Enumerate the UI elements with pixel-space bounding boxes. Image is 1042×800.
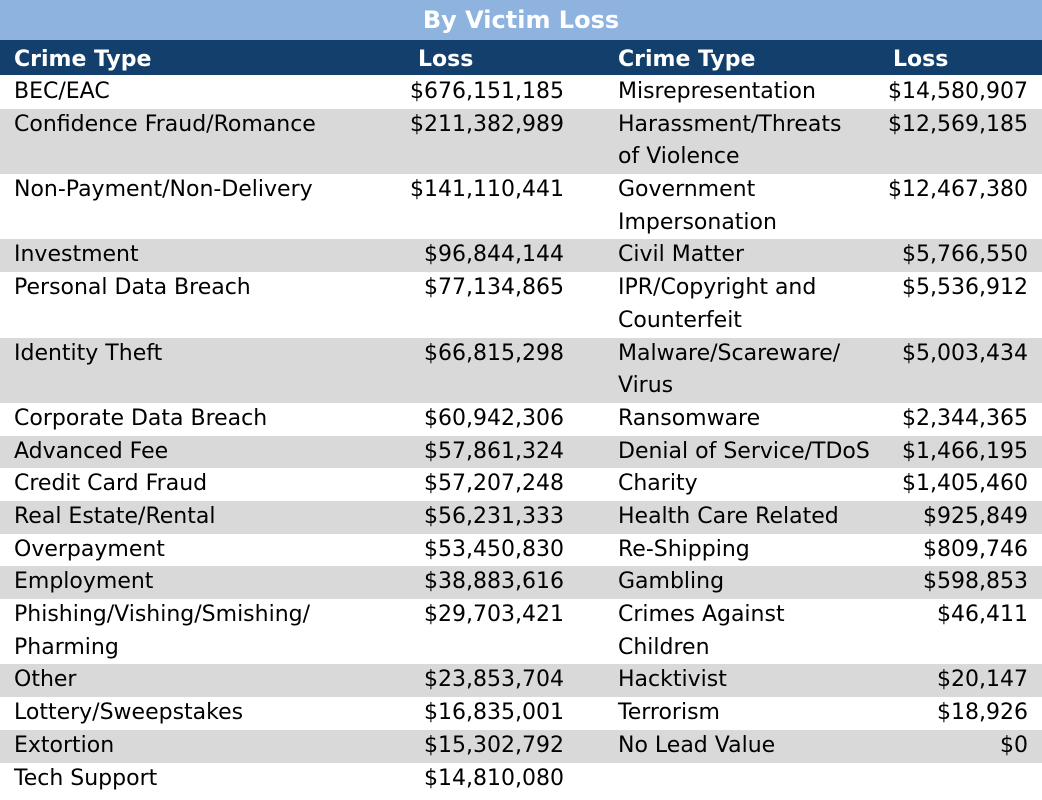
crime-type-cell: Charity: [618, 471, 698, 497]
loss-cell: $211,382,989: [410, 111, 564, 137]
crime-type-cell: Lottery/Sweepstakes: [14, 700, 244, 726]
loss-cell: $46,411: [937, 602, 1028, 628]
table-row: [0, 174, 1042, 239]
table-title: By Victim Loss: [0, 0, 1042, 40]
crime-type-cell: BEC/EAC: [14, 79, 110, 104]
loss-cell: $56,231,333: [424, 504, 564, 529]
crime-type-cell: Phishing/Vishing/Smishing/ Pharming: [14, 602, 311, 660]
crime-type-cell: Government Impersonation: [618, 177, 777, 235]
loss-cell: $5,003,434: [902, 340, 1028, 366]
table-row: [0, 599, 1042, 664]
crime-type-cell: Hacktivist: [618, 667, 727, 693]
table-row: [0, 338, 1042, 403]
loss-cell: $77,134,865: [424, 275, 564, 301]
table-row: [0, 501, 1042, 534]
table-row: [0, 697, 1042, 730]
loss-cell: $141,110,441: [410, 177, 564, 203]
loss-cell: $12,569,185: [888, 111, 1028, 137]
loss-cell: $0: [1000, 732, 1028, 758]
table-row: [0, 436, 1042, 469]
table-row: [0, 566, 1042, 599]
crime-type-cell: No Lead Value: [618, 732, 776, 758]
header-crime-type-right: Crime Type: [618, 47, 756, 72]
loss-cell: $14,810,080: [424, 765, 564, 791]
header-loss-left: Loss: [418, 47, 474, 72]
crime-type-cell: Health Care Related: [618, 504, 839, 529]
table-header-row: [0, 40, 1042, 75]
loss-cell: $2,344,365: [902, 405, 1028, 431]
crime-type-cell: Investment: [14, 242, 139, 268]
loss-cell: $60,942,306: [424, 405, 564, 431]
table-row: [0, 403, 1042, 436]
crime-type-cell: Ransomware: [618, 405, 761, 431]
table-row: [0, 730, 1042, 763]
loss-cell: $809,746: [923, 536, 1028, 562]
crime-type-cell: Corporate Data Breach: [14, 405, 268, 431]
loss-cell: $16,835,001: [424, 700, 564, 726]
crime-type-cell: Denial of Service/TDoS: [618, 438, 870, 464]
crime-type-cell: Misrepresentation: [618, 79, 816, 104]
crime-type-cell: Civil Matter: [618, 242, 745, 268]
loss-cell: $14,580,907: [888, 79, 1028, 104]
loss-cell: $96,844,144: [424, 242, 564, 268]
loss-cell: $598,853: [923, 569, 1028, 595]
table-row: [0, 534, 1042, 567]
loss-cell: $57,207,248: [424, 471, 564, 497]
loss-cell: $53,450,830: [424, 536, 564, 562]
crime-type-cell: Terrorism: [618, 700, 720, 726]
table-row: [0, 76, 1042, 109]
loss-cell: $5,536,912: [902, 275, 1028, 301]
loss-cell: $57,861,324: [424, 438, 564, 464]
crime-type-cell: Malware/Scareware/ Virus: [618, 340, 841, 399]
header-loss-right: Loss: [893, 47, 949, 72]
table-row: [0, 468, 1042, 501]
loss-cell: $1,405,460: [902, 471, 1028, 497]
crime-type-cell: Tech Support: [14, 765, 158, 791]
loss-cell: $20,147: [937, 667, 1028, 693]
loss-cell: $23,853,704: [424, 667, 564, 693]
crime-type-cell: Employment: [14, 569, 154, 595]
loss-cell: $925,849: [923, 504, 1028, 529]
crime-type-cell: Personal Data Breach: [14, 275, 251, 301]
table-row: [0, 272, 1042, 337]
crime-type-cell: Re-Shipping: [618, 536, 750, 562]
crime-type-cell: Harassment/Threats of Violence: [618, 111, 842, 170]
crime-type-cell: Extortion: [14, 732, 115, 758]
crime-type-cell: Credit Card Fraud: [14, 471, 208, 497]
table-row: [0, 109, 1042, 174]
crime-type-cell: Other: [14, 667, 77, 693]
loss-cell: $66,815,298: [424, 340, 564, 366]
crime-type-cell: Gambling: [618, 569, 725, 595]
crime-type-cell: Overpayment: [14, 536, 165, 562]
table-row: [0, 239, 1042, 272]
crime-type-cell: Advanced Fee: [14, 438, 169, 464]
crime-type-cell: Confidence Fraud/Romance: [14, 111, 316, 137]
loss-cell: $38,883,616: [424, 569, 564, 595]
crime-type-cell: Crimes Against Children: [618, 602, 785, 660]
crime-type-cell: Real Estate/Rental: [14, 504, 216, 529]
loss-cell: $18,926: [937, 700, 1028, 726]
crime-type-cell: IPR/Copyright and Counterfeit: [618, 275, 817, 333]
table-row: [0, 664, 1042, 697]
loss-cell: $5,766,550: [902, 242, 1028, 268]
header-crime-type-left: Crime Type: [14, 47, 152, 72]
loss-cell: $29,703,421: [424, 602, 564, 628]
loss-cell: $1,466,195: [902, 438, 1028, 464]
crime-type-cell: Non-Payment/Non-Delivery: [14, 177, 313, 203]
table-body: [0, 76, 1042, 795]
loss-cell: $15,302,792: [424, 732, 564, 758]
crime-type-cell: Identity Theft: [14, 340, 163, 366]
loss-cell: $12,467,380: [888, 177, 1028, 203]
loss-cell: $676,151,185: [410, 79, 564, 104]
table-row: [0, 763, 1042, 796]
